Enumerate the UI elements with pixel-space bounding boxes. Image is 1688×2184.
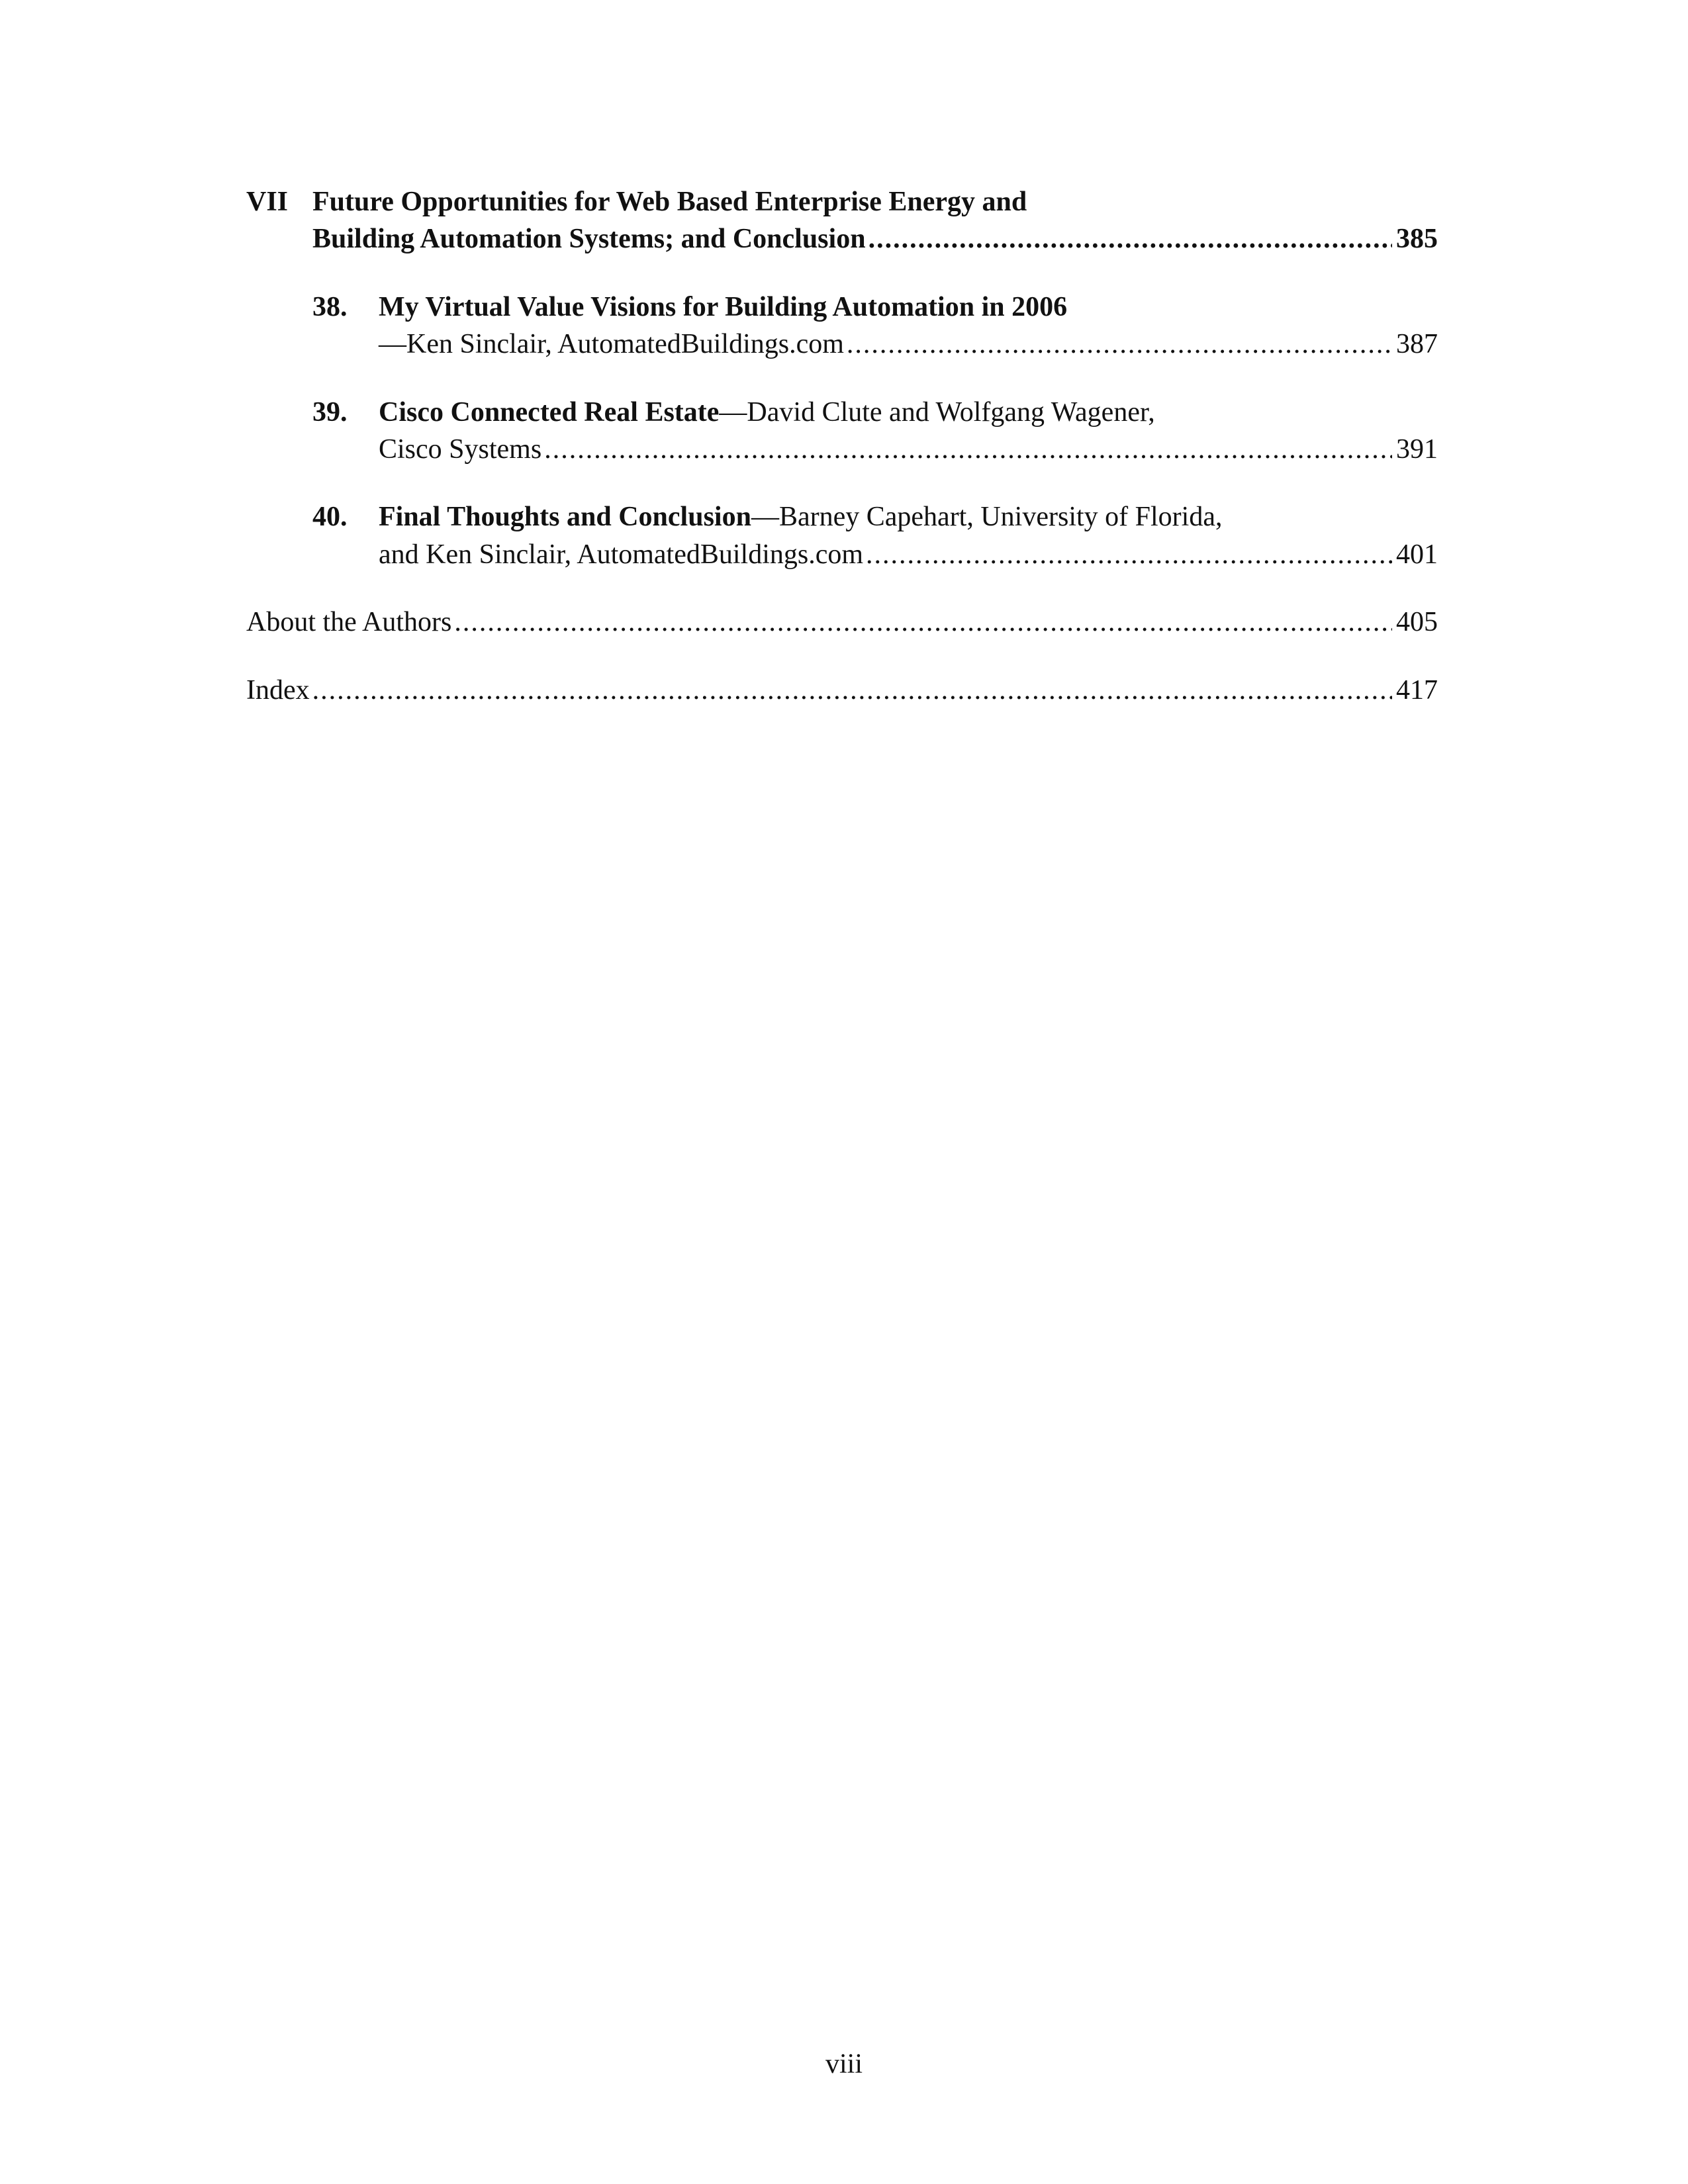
dot-leader — [868, 222, 1392, 255]
chapter-author-continued: and Ken Sinclair, AutomatedBuildings.com — [379, 539, 864, 570]
toc-chapter-entry[interactable] — [246, 396, 1438, 467]
dot-leader — [866, 538, 1392, 571]
chapter-title-line — [379, 291, 1438, 324]
page-number: 401 — [1396, 539, 1438, 570]
part-title: Future Opportunities for Web Based Enterprise Energy and — [312, 187, 1027, 217]
page-number: 387 — [1396, 329, 1438, 360]
page-number: 391 — [1396, 433, 1438, 465]
dot-leader — [544, 433, 1392, 466]
chapter-title-line — [379, 396, 1438, 429]
part-title-leader-line — [312, 222, 1438, 255]
page-number: 385 — [1396, 224, 1438, 255]
chapter-leader-line — [379, 433, 1438, 466]
chapter-leader-line — [379, 328, 1438, 361]
toc-index-entry[interactable] — [246, 674, 1438, 707]
chapter-number: 40. — [312, 502, 348, 533]
chapter-author-continued: Cisco Systems — [379, 433, 542, 465]
part-number: VII — [246, 187, 289, 217]
chapter-title: Cisco Connected Real Estate — [379, 396, 720, 428]
chapter-title-line — [379, 500, 1438, 533]
page-folio: viii — [825, 2049, 863, 2079]
chapter-number: 38. — [312, 291, 348, 322]
chapter-author-continued: —Ken Sinclair, AutomatedBuildings.com — [379, 329, 844, 360]
page-number: 417 — [1396, 674, 1438, 705]
chapter-number: 39. — [312, 396, 348, 428]
dot-leader — [312, 674, 1392, 707]
dot-leader — [454, 606, 1392, 639]
back-matter-label: Index — [246, 674, 310, 705]
toc-chapter-entry[interactable] — [246, 291, 1438, 361]
toc-about-authors-entry[interactable] — [246, 606, 1438, 639]
chapter-author: —David Clute and Wolfgang Wagener, — [719, 396, 1155, 428]
dot-leader — [847, 328, 1392, 361]
back-matter-label: About the Authors — [246, 607, 452, 638]
table-of-contents — [246, 185, 1438, 741]
chapter-title: My Virtual Value Visions for Building Automation in 2006 — [379, 291, 1068, 322]
chapter-author: —Barney Capehart, University of Florida, — [751, 502, 1223, 533]
chapter-title: Final Thoughts and Conclusion — [379, 502, 751, 533]
toc-part-entry[interactable] — [246, 185, 1438, 256]
part-title-continued: Building Automation Systems; and Conclusion — [312, 224, 866, 255]
page-number: 405 — [1396, 607, 1438, 638]
chapter-leader-line — [379, 538, 1438, 571]
toc-chapter-entry[interactable] — [246, 500, 1438, 571]
